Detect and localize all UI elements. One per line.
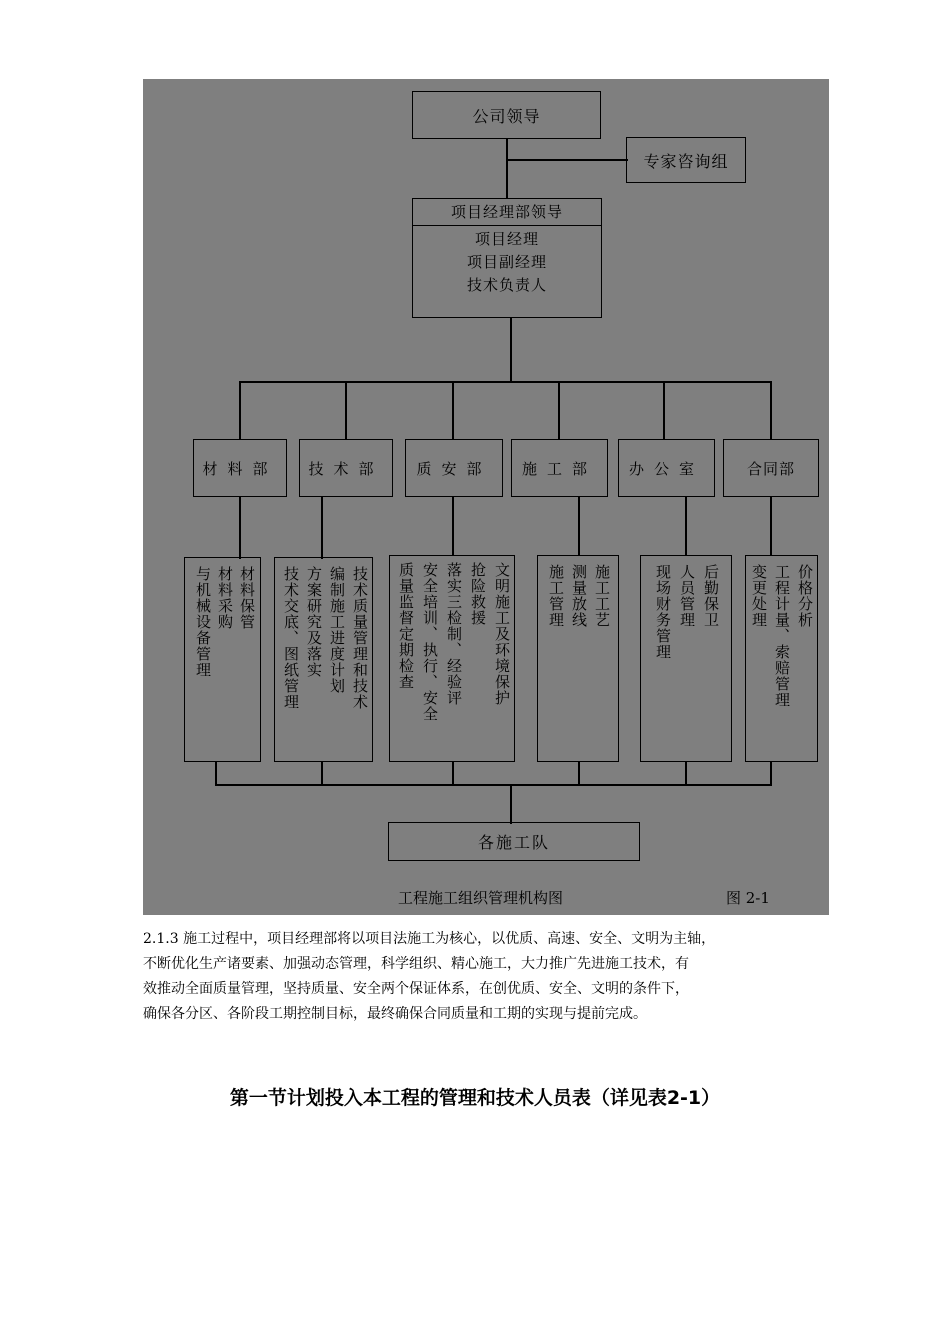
duty-text: 工程计量、索赔管理 <box>773 564 791 708</box>
connector <box>215 762 217 786</box>
duty-text: 人员管理 <box>678 564 696 628</box>
duty-box-construction <box>537 555 619 762</box>
connector <box>239 497 241 559</box>
pm-header: 项目经理部领导 <box>413 199 601 226</box>
duty-text: 质量监督定期检查 <box>397 562 415 690</box>
duty-text: 方案研究及落实 <box>305 566 323 678</box>
connector <box>685 497 687 555</box>
paragraph-line: 2.1.3 施工过程中，项目经理部将以项目法施工为核心，以优质、高速、安全、文明为主轴， <box>143 931 716 947</box>
connector <box>239 381 771 383</box>
connector <box>321 497 323 559</box>
duty-box-office <box>640 555 732 762</box>
project-management-box <box>412 198 602 318</box>
paragraph-line: 确保各分区、各阶段工期控制目标，最终确保合同质量和工期的实现与提前完成。 <box>143 1006 647 1022</box>
connector <box>506 159 628 161</box>
expert-advisory-box: 专家咨询组 <box>626 137 746 183</box>
duty-text: 技术质量管理和技术 <box>351 566 369 710</box>
duty-text: 文明施工及环境保护 <box>493 562 511 706</box>
duty-text: 变更处理 <box>750 564 768 628</box>
department-box: 办公室 <box>618 439 715 497</box>
connector <box>770 762 772 786</box>
connector <box>345 381 347 440</box>
duty-text: 测量放线 <box>570 564 588 628</box>
connector <box>510 784 512 824</box>
duty-text: 安全培训、执行、安全 <box>421 562 439 722</box>
duty-text: 抢险救援 <box>469 562 487 626</box>
connector <box>239 381 241 440</box>
department-box: 合同部 <box>723 439 819 497</box>
connector <box>685 762 687 786</box>
department-box: 技术部 <box>299 439 393 497</box>
duty-text: 材料采购 <box>216 566 234 630</box>
connector <box>510 317 512 383</box>
duty-text: 材料保管 <box>238 566 256 630</box>
duty-text: 施工工艺 <box>593 564 611 628</box>
pm-role: 技术负责人 <box>466 276 547 294</box>
org-chart <box>143 79 829 915</box>
department-box: 施工部 <box>511 439 608 497</box>
connector <box>770 381 772 440</box>
duty-text: 与机械设备管理 <box>194 566 212 678</box>
connector <box>558 381 560 440</box>
duty-text: 施工管理 <box>547 564 565 628</box>
duty-text: 现场财务管理 <box>654 564 672 660</box>
pm-role: 项目经理 <box>474 230 539 248</box>
duty-text: 后勤保卫 <box>702 564 720 628</box>
pm-role: 项目副经理 <box>466 253 547 271</box>
department-box: 材料部 <box>193 439 287 497</box>
paragraph-line: 不断优化生产诸要素、加强动态管理，科学组织、精心施工，大力推广先进施工技术，有 <box>143 956 689 972</box>
duty-box-materials <box>184 557 261 762</box>
duty-box-safety <box>389 555 515 762</box>
duty-text: 技术交底、图纸管理 <box>282 566 300 710</box>
connector <box>452 762 454 786</box>
duty-text: 价格分析 <box>796 564 814 628</box>
body-paragraph <box>143 927 833 1027</box>
connector <box>452 381 454 440</box>
paragraph-line: 效推动全面质量管理，坚持质量、安全两个保证体系，在创优质、安全、文明的条件下， <box>143 981 689 997</box>
duty-text: 落实三检制、经验评 <box>445 562 463 706</box>
connector <box>452 497 454 555</box>
connector <box>578 762 580 786</box>
connector <box>770 497 772 555</box>
connector <box>506 139 508 199</box>
construction-teams-box: 各施工队 <box>388 822 640 861</box>
section-title: 第一节计划投入本工程的管理和技术人员表（详见表2-1） <box>229 1087 721 1109</box>
connector <box>321 762 323 786</box>
connector <box>215 784 772 786</box>
company-leadership-box: 公司领导 <box>412 91 601 139</box>
duty-box-technical <box>274 557 373 762</box>
chart-caption: 工程施工组织管理机构图 <box>398 889 564 907</box>
figure-label: 图 2-1 <box>726 889 770 907</box>
department-box: 质安部 <box>405 439 503 497</box>
duty-text: 编制施工进度计划 <box>328 566 346 694</box>
connector <box>578 497 580 555</box>
duty-box-contract <box>745 555 818 762</box>
connector <box>663 381 665 440</box>
